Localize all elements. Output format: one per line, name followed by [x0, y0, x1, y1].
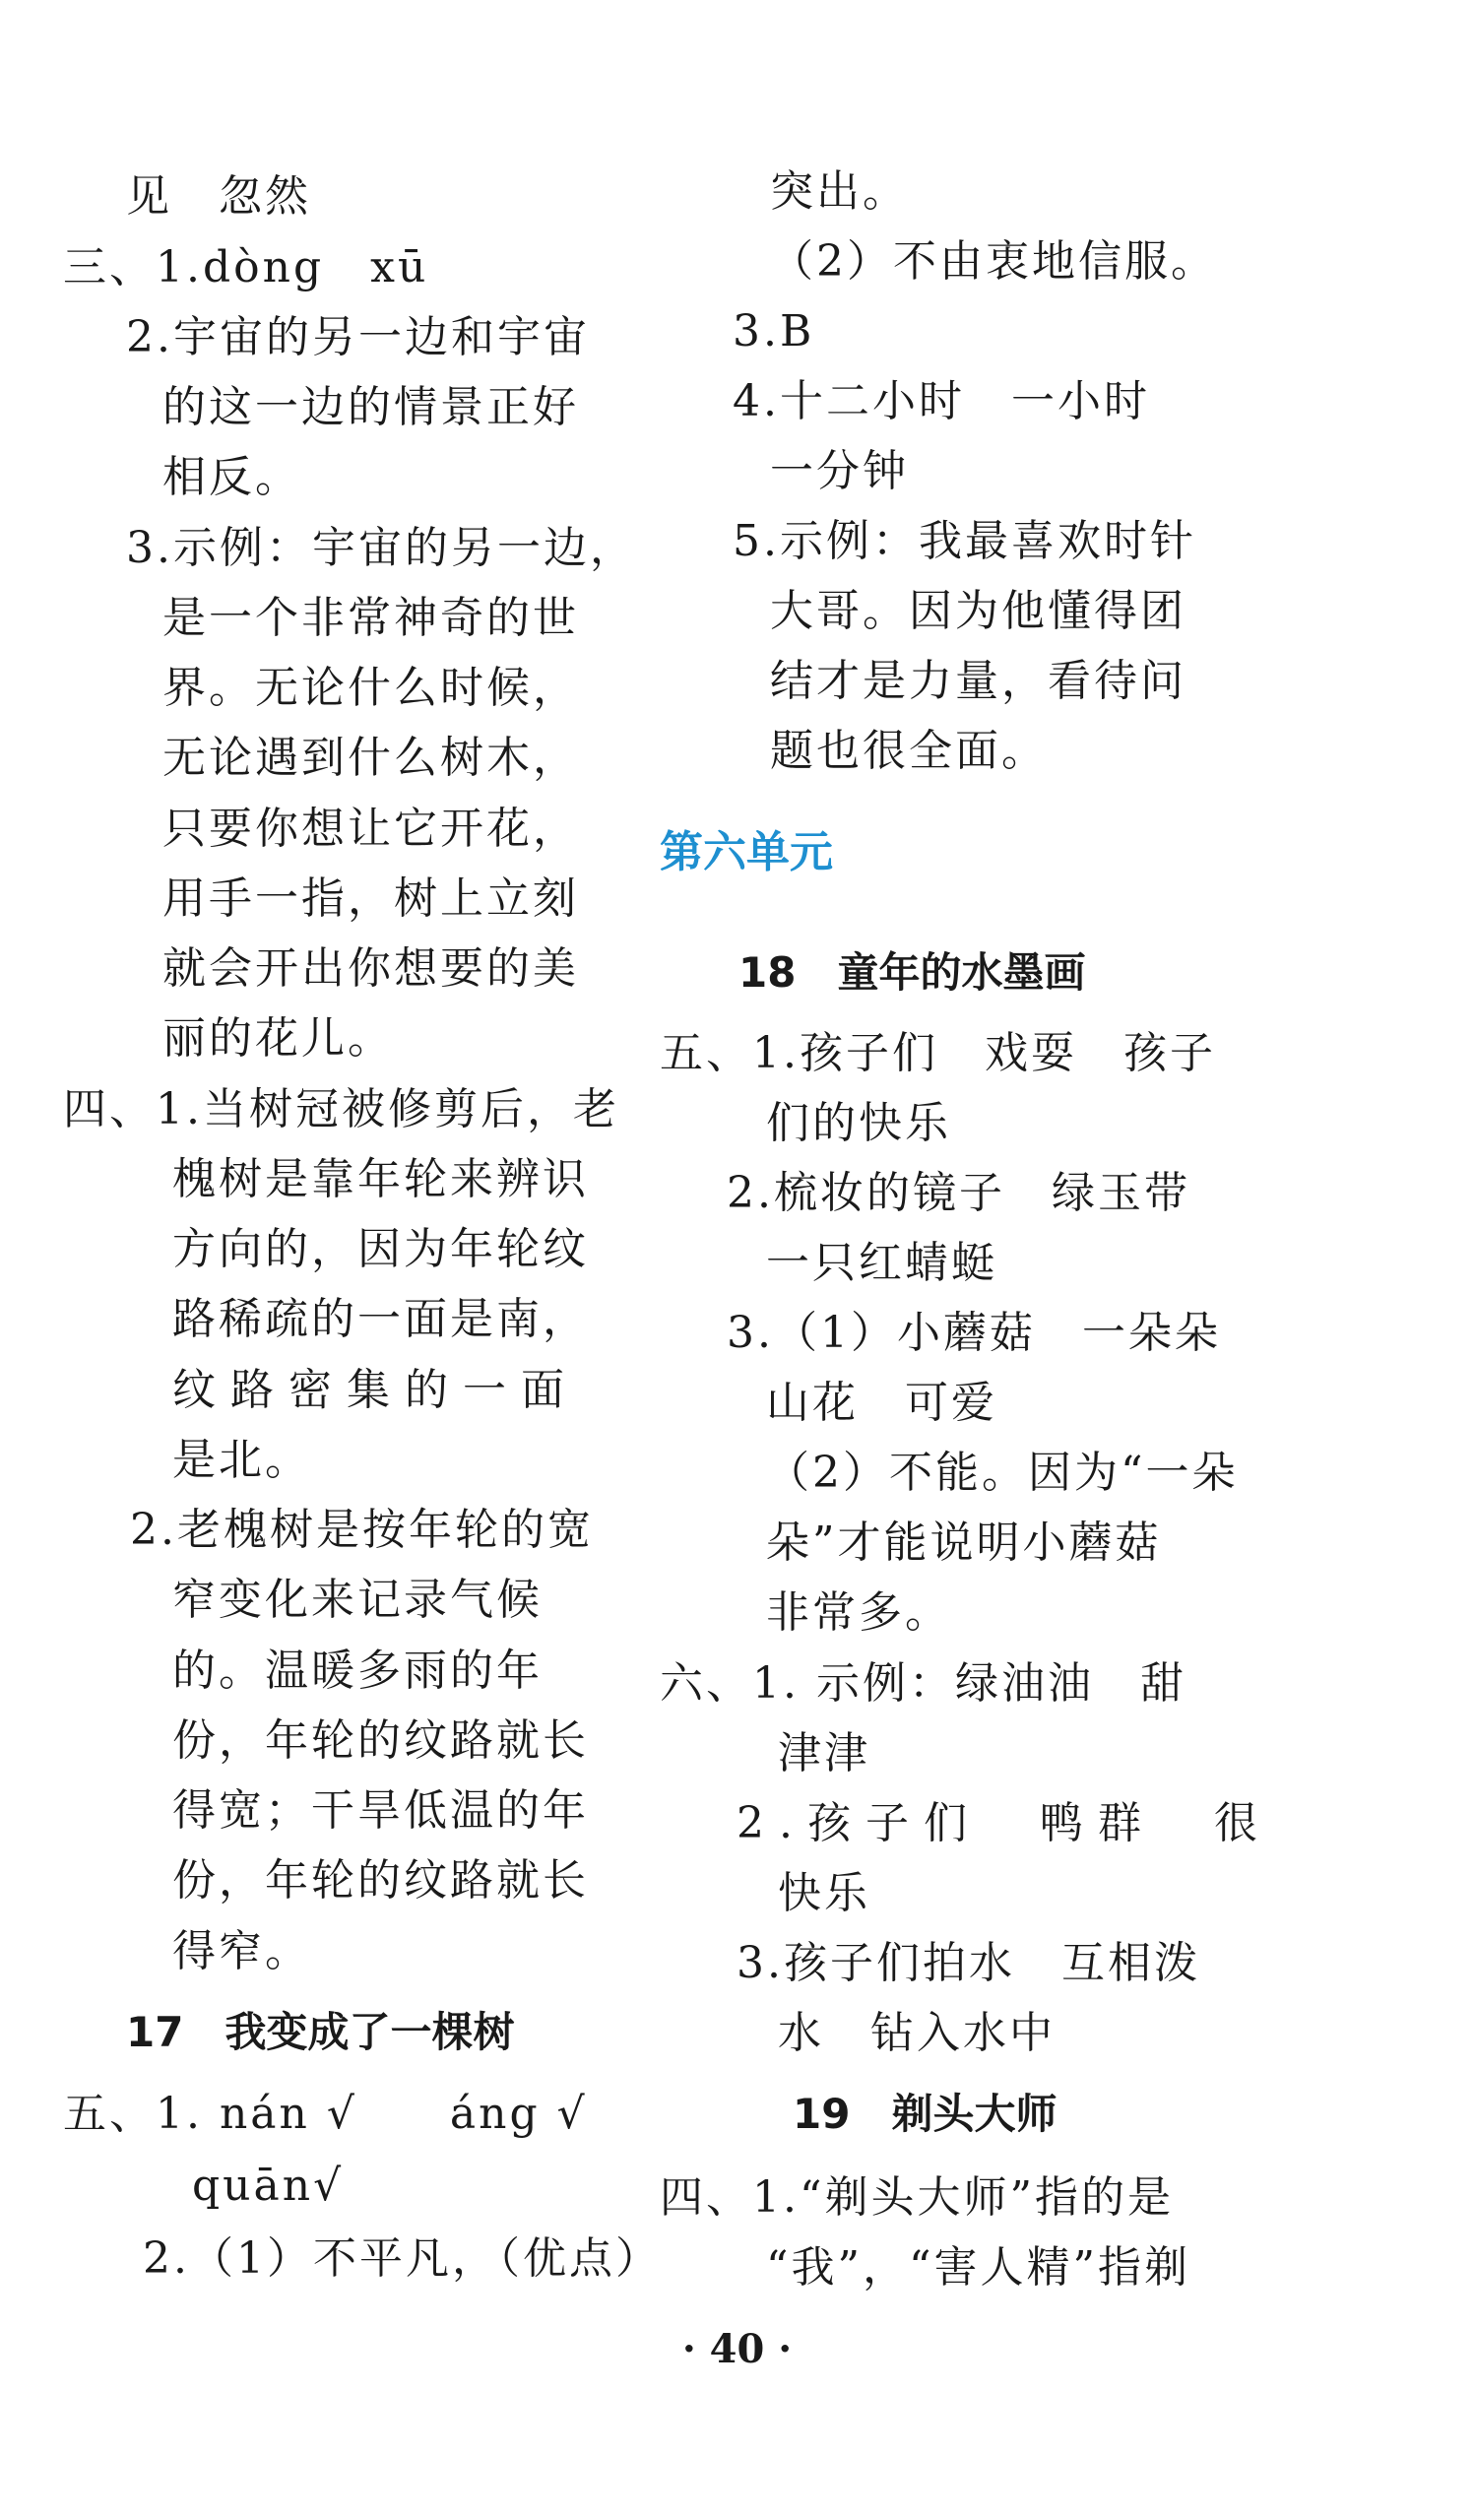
unit-title: 第六单元: [660, 827, 833, 877]
text-line: “我”，“害人精”指剃: [766, 2242, 1190, 2293]
answer-line: 5.示例：我最喜欢时针: [733, 516, 1196, 566]
text-line: （2）不由衷地信服。: [770, 236, 1217, 287]
text-line: 一只红蜻蜓: [766, 1238, 997, 1288]
text-line: 见 忽然: [126, 171, 311, 222]
answer-line: 3.示例：宇宙的另一边，: [126, 523, 636, 573]
text-line: 用手一指，树上立刻: [162, 873, 579, 924]
text-line: 非常多。: [766, 1587, 951, 1638]
text-line: 就会开出你想要的美: [162, 943, 579, 994]
text-line: 纹路密集的一面: [172, 1365, 579, 1415]
text-line: 大哥。因为他懂得团: [770, 586, 1186, 636]
text-line: 突出。: [770, 166, 909, 217]
text-line: 份，年轮的纹路就长: [172, 1715, 589, 1766]
lesson-title: 18 童年的水墨画: [738, 948, 1086, 997]
answer-line: 2.老槐树是按年轮的宽: [130, 1505, 594, 1555]
lesson-title: 19 剃头大师: [793, 2090, 1057, 2138]
question-heading: 四、1.“剃头大师”指的是: [660, 2172, 1174, 2223]
answer-line: 2.孩子们 鸭群 很: [737, 1798, 1272, 1848]
text-line: 只要你想让它开花，: [162, 804, 579, 854]
text-line: 路稀疏的一面是南，: [172, 1294, 589, 1344]
answer-line: 4.十二小时 一小时: [733, 376, 1150, 426]
text-line: 山花 可爱: [766, 1378, 997, 1428]
answer-line: 2.宇宙的另一边和宇宙: [126, 312, 590, 362]
text-line: 一分钟: [770, 446, 909, 496]
text-line: 槐树是靠年轮来辨识: [172, 1154, 589, 1204]
question-heading: 三、1.dòng xū: [63, 242, 429, 292]
lesson-title: 17 我变成了一棵树: [126, 2008, 515, 2056]
question-heading: 六、1. 示例：绿油油 甜: [660, 1658, 1186, 1709]
text-line: 是北。: [172, 1435, 311, 1485]
text-line: 无论遇到什么树木，: [162, 733, 579, 783]
text-line: 丽的花儿。: [162, 1013, 394, 1064]
text-line: 得窄。: [172, 1926, 311, 1976]
text-line: 方向的，因为年轮纹: [172, 1224, 589, 1274]
page-number: · 40 ·: [681, 2326, 793, 2372]
text-line: 是一个非常神奇的世: [162, 593, 579, 643]
text-line: 份，年轮的纹路就长: [172, 1855, 589, 1906]
text-line: 得宽；干旱低温的年: [172, 1785, 589, 1836]
text-line: 界。无论什么时候，: [162, 663, 579, 713]
text-line: 水 钻入水中: [778, 2008, 1056, 2058]
text-line: 津津: [778, 1728, 870, 1778]
question-heading: 五、1.孩子们 戏耍 孩子: [660, 1028, 1216, 1078]
text-line: 快乐: [778, 1868, 870, 1918]
text-line: 的这一边的情景正好: [162, 382, 579, 432]
text-line: quān√: [192, 2161, 345, 2211]
text-line: 相反。: [162, 452, 301, 502]
answer-line: 2.梳妆的镜子 绿玉带: [727, 1168, 1190, 1218]
text-line: 们的快乐: [766, 1098, 951, 1148]
question-heading: 四、1.当树冠被修剪后，老: [63, 1084, 619, 1134]
text-line: （2）不能。因为“一朵: [766, 1448, 1239, 1498]
answer-line: 3.B: [733, 306, 815, 356]
answer-line: 3.孩子们拍水 互相泼: [737, 1938, 1200, 1988]
text-line: 的。温暖多雨的年: [172, 1646, 543, 1696]
answer-line: 3.（1）小蘑菇 一朵朵: [727, 1308, 1221, 1358]
answer-line: 2.（1）不平凡，（优点）: [143, 2233, 662, 2284]
text-line: 结才是力量，看待问: [770, 656, 1186, 706]
text-line: 朵”才能说明小蘑菇: [766, 1518, 1162, 1568]
text-line: 窄变化来记录气候: [172, 1575, 543, 1625]
text-line: 题也很全面。: [770, 726, 1048, 776]
question-heading: 五、1. nán √ áng √: [63, 2089, 588, 2139]
